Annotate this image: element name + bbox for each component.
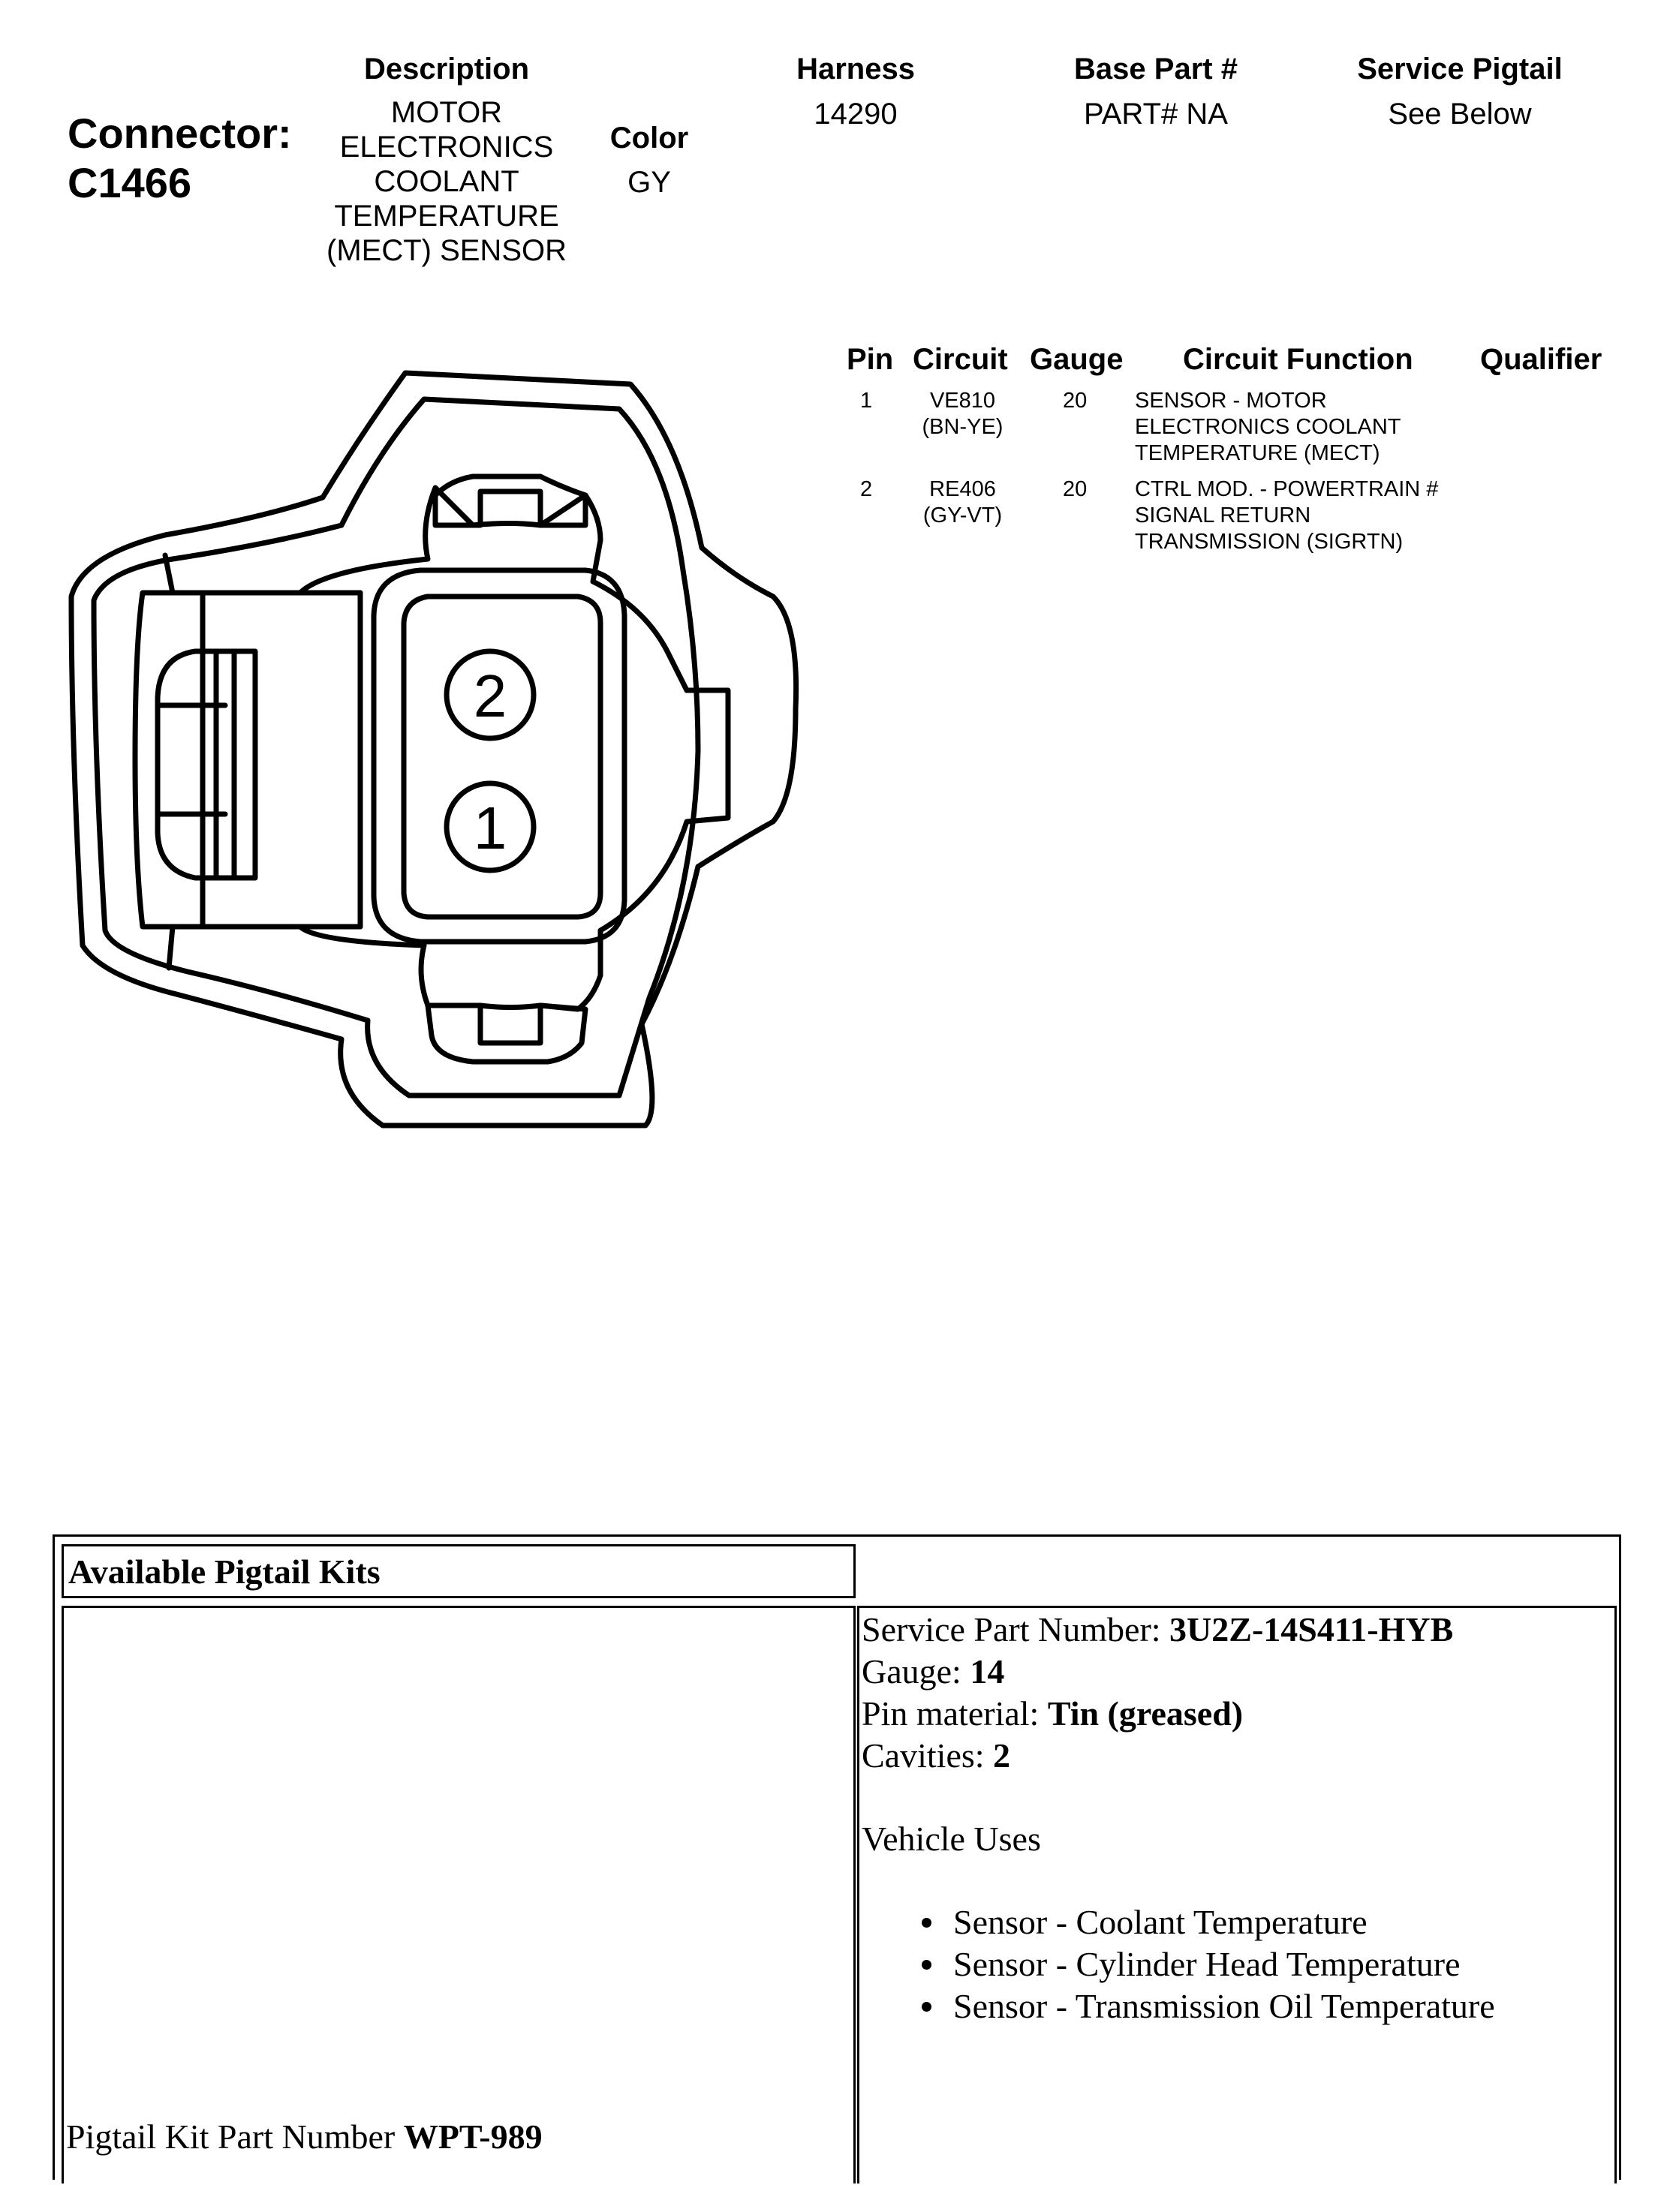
function-line: TEMPERATURE (MECT) <box>1135 441 1380 465</box>
color-header: Color <box>609 122 689 155</box>
connector-inner-shell <box>94 399 698 1095</box>
connector-face-diagram <box>0 0 826 1201</box>
circuit-code: RE406 <box>929 477 996 501</box>
circuit-code: VE810 <box>929 389 996 413</box>
service-part-value: 3U2Z-14S411-HYB <box>1169 1610 1454 1648</box>
bottom-key <box>428 1005 585 1062</box>
connector-label: Connector: <box>68 110 292 157</box>
description-line: TEMPERATURE <box>334 200 559 233</box>
list-item <box>914 1985 1605 2027</box>
pin-material-line <box>862 1693 1605 1735</box>
list-item <box>914 1943 1605 1985</box>
description-line: MOTOR <box>390 96 503 129</box>
cavity-outer-box <box>374 570 624 942</box>
qualifier-column-header: Qualifier <box>1480 343 1602 376</box>
pin-material-label: Pin material: <box>862 1694 1048 1733</box>
vehicle-use-text: Sensor - Coolant Temperature <box>953 1903 1368 1941</box>
gauge-cell: 20 <box>1063 477 1088 501</box>
bullet-icon <box>922 1960 931 1970</box>
cavity-2-label: 2 <box>473 663 507 729</box>
gauge-column-header: Gauge <box>1030 343 1124 376</box>
inner-housing <box>300 488 728 1009</box>
service-pigtail-value: See Below <box>1388 98 1532 131</box>
description-line: (MECT) SENSOR <box>326 234 567 267</box>
kit-part-label: Pigtail Kit Part Number <box>66 2117 404 2156</box>
cavities-label: Cavities: <box>862 1736 994 1775</box>
list-item <box>914 1901 1605 1943</box>
pin-column-header: Pin <box>847 343 894 376</box>
locking-ramp <box>158 651 255 878</box>
gauge-label: Gauge: <box>862 1652 970 1691</box>
pigtail-kits-title: Available Pigtail Kits <box>62 1544 856 1598</box>
vehicle-use-text: Sensor - Transmission Oil Temperature <box>953 1987 1495 2025</box>
function-line: SENSOR - MOTOR <box>1135 389 1327 413</box>
circuit-color: (BN-YE) <box>922 415 1003 439</box>
circuit-color: (GY-VT) <box>922 503 1003 527</box>
vehicle-use-text: Sensor - Cylinder Head Temperature <box>953 1945 1461 1983</box>
description-header: Description <box>363 53 530 86</box>
cavities-line <box>862 1735 1605 1777</box>
cavity-1-label: 1 <box>473 795 507 861</box>
harness-value: 14290 <box>814 98 898 131</box>
pin-number: 1 <box>860 389 873 413</box>
pigtail-kit-part-number <box>66 2116 543 2158</box>
circuit-function-cell <box>1135 476 1438 555</box>
base-part-value: PART# NA <box>1084 98 1228 131</box>
circuit-column-header: Circuit <box>913 343 1008 376</box>
circuit-cell <box>908 388 1017 440</box>
function-line: SIGNAL RETURN <box>1135 503 1311 527</box>
cavities-value: 2 <box>993 1736 1011 1775</box>
description-line: ELECTRONICS <box>339 131 554 164</box>
kit-part-value: WPT-989 <box>403 2117 543 2156</box>
service-part-label: Service Part Number: <box>862 1610 1170 1648</box>
bullet-icon <box>922 2002 931 2012</box>
pin-number: 2 <box>860 477 873 501</box>
service-part-line <box>862 1609 1605 1651</box>
top-key <box>435 476 585 525</box>
function-line: CTRL MOD. - POWERTRAIN # <box>1135 477 1439 501</box>
circuit-function-column-header: Circuit Function <box>1183 343 1413 376</box>
service-pigtail-header: Service Pigtail <box>1357 53 1563 86</box>
gauge-line <box>862 1651 1605 1693</box>
color-value: GY <box>627 166 671 199</box>
bullet-icon <box>922 1918 931 1928</box>
connector-id: C1466 <box>68 159 192 206</box>
base-part-header: Base Part # <box>1074 53 1238 86</box>
pigtail-details <box>862 1609 1605 2027</box>
function-line: ELECTRONICS COOLANT <box>1135 415 1401 439</box>
circuit-cell <box>908 476 1017 529</box>
vehicle-uses-list <box>914 1901 1605 2027</box>
vehicle-uses-heading: Vehicle Uses <box>862 1820 1041 1858</box>
pigtail-image-cell <box>62 1606 856 2183</box>
gauge-cell: 20 <box>1063 389 1088 413</box>
harness-header: Harness <box>796 53 915 86</box>
gauge-value: 14 <box>970 1652 1005 1691</box>
function-line: TRANSMISSION (SIGRTN) <box>1135 530 1404 554</box>
pin-material-value: Tin (greased) <box>1047 1694 1244 1733</box>
description-line: COOLANT <box>374 165 519 198</box>
circuit-function-cell <box>1135 388 1401 467</box>
